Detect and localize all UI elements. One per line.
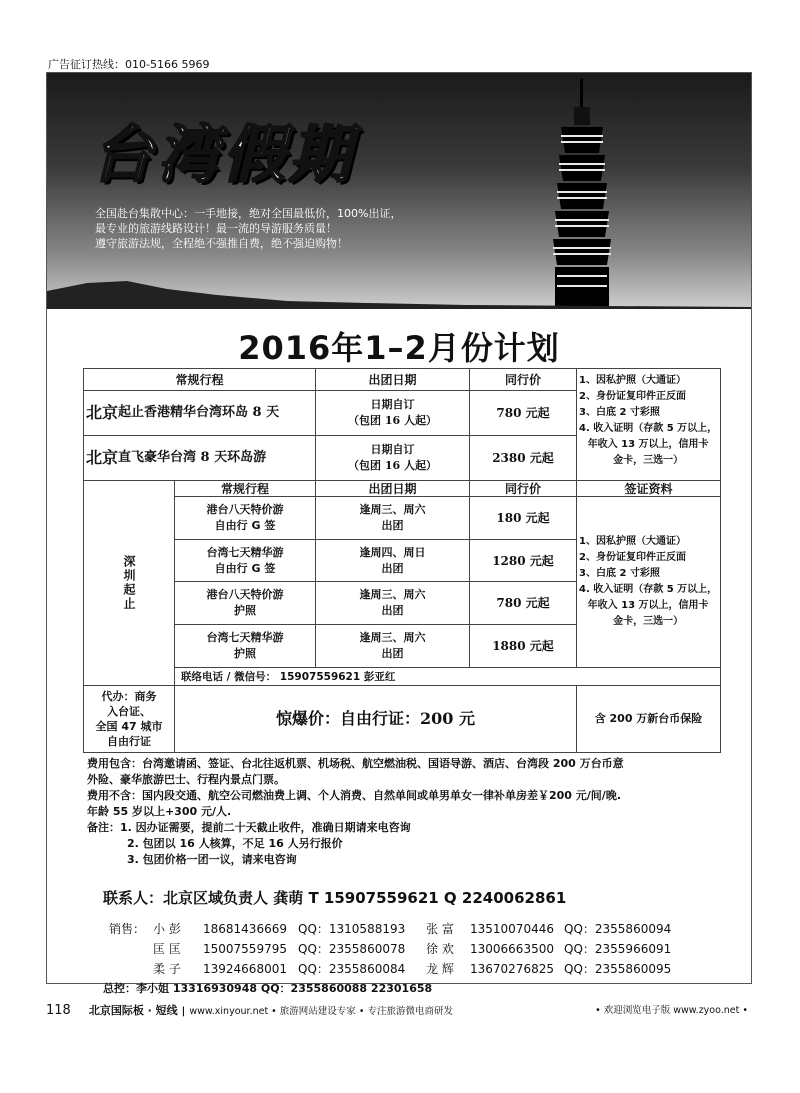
agency-line: 入台证、 [107,705,151,718]
sz-date-1 [315,496,470,540]
bj-visa-notes [576,368,721,481]
fee-line: 费用不含：国内段交通、航空公司燃油费上调、个人消费、自然单间或单男单女一律补单房差￥200 元/间/晚. [87,789,622,802]
note-line: 年收入 13 万以上，信用卡 [587,600,709,611]
sales-name: 龙 辉 [426,962,454,976]
date-line: （包团 16 人起） [348,459,437,472]
sales-phone: 13006663500 [470,942,554,956]
fee-details [87,756,727,868]
date-line: 出团 [381,519,404,532]
sz-origin-label [83,480,175,686]
sales-name: 匡 匡 [153,942,181,956]
note-line: 年收入 13 万以上，信用卡 [587,439,709,450]
sz-visa-notes [576,496,721,668]
sales-qq: QQ：2355966091 [564,942,672,956]
sales-manager: 总控：李小姐 13316930948 QQ：2355860088 22301658 [103,982,433,995]
agency-price: 惊爆价：自由行证：200 元 [174,685,577,753]
bj-price-1: 780 元起 [469,390,577,436]
footer-right: • 欢迎浏览电子版 www.zyoo.net • [595,1005,748,1016]
city-label: 北京 [86,448,119,467]
bj-route-2 [83,435,316,481]
bj-header-price: 同行价 [469,368,577,391]
note-line: 4. 收入证明（存款 5 万以上， [579,584,718,595]
agency-line: 全国 47 城市 [95,720,163,733]
sz-header-price: 同行价 [469,480,577,497]
sales-row [109,939,671,959]
sz-price-2: 1280 元起 [469,539,577,582]
sz-route-1 [174,496,316,540]
banner [47,73,751,309]
bj-route-1 [83,390,316,436]
fee-line: 2. 包团以 16 人核算，不足 16 人另行报价 [127,837,343,850]
sales-phone: 13510070446 [470,922,554,936]
sz-date-2 [315,539,470,582]
note-line: 1、因私护照（大通证） [579,375,686,386]
banner-title: 台湾假期 [91,118,356,191]
bj-price-2: 2380 元起 [469,435,577,481]
fee-line: 备注：1. 因办证需要，提前二十天截止收件，准确日期请来电咨询 [87,821,411,834]
fee-line: 费用包含：台湾邀请函、签证、台北往返机票、机场税、航空燃油税、国语导游、酒店、台湾段 200 万台币意 [87,757,624,770]
bj-date-2 [315,435,470,481]
agency-line: 代办：商务 [101,690,157,703]
plan-title: 2016年1–2月份计划 [238,329,560,367]
sz-route-2 [174,539,316,582]
banner-subtitle [95,206,401,251]
fee-line: 外险、豪华旅游巴士、行程内景点门票。 [87,773,285,786]
date-line: 出团 [381,604,404,617]
bj-header-date: 出团日期 [315,368,470,391]
sales-name: 徐 欢 [426,942,454,956]
footer-site: www.xinyour.net • 旅游网站建设专家 • 专注旅游微电商研发 [189,1006,453,1017]
contact-person: 联系人：北京区域负责人 龚萌 T 15907559621 Q 2240062861 [103,889,567,907]
sz-contact-line: 联络电话 / 微信号： 15907559621 彭亚红 [174,667,721,686]
sz-date-3 [315,581,470,625]
sz-price-4: 1880 元起 [469,624,577,668]
sz-header-route: 常规行程 [174,480,316,497]
agency-label [83,685,175,753]
date-line: 出团 [381,561,404,575]
banner-sub-line: 最专业的旅游线路设计！最一流的导游服务质量！ [95,222,337,235]
bj-date-1 [315,390,470,436]
sales-name: 张 富 [426,922,454,936]
sales-qq: QQ：2355860094 [564,922,672,936]
sales-qq: QQ：2355860095 [564,962,672,976]
banner-sub-line: 遵守旅游法规，全程绝不强推自费，绝不强迫购物！ [95,237,348,250]
sales-qq: QQ：1310588193 [298,922,406,936]
bj-header-route: 常规行程 [83,368,316,391]
note-line: 4. 收入证明（存款 5 万以上， [579,423,718,434]
sales-name: 小 彭 [153,922,181,936]
route-line: 自由行 G 签 [214,519,276,532]
route-line: 护照 [234,647,256,660]
fee-line: 3. 包团价格一团一议，请来电咨询 [127,853,297,866]
sales-row [109,919,671,939]
ad-frame [46,72,752,995]
sz-route-3 [174,581,316,625]
city-label: 北京 [86,403,119,422]
sales-label: 销售： [109,922,146,936]
date-line: （包团 16 人起） [348,414,437,427]
sz-price-3: 780 元起 [469,581,577,625]
agency-line: 自由行证 [107,735,151,748]
mountain-silhouette [47,269,751,309]
route-line: 港台八天特价游 [206,588,284,601]
sales-list [103,919,672,999]
note-line: 2、身份证复印件正反面 [579,391,686,402]
route-line: 自由行 G 签 [214,561,276,575]
date-line: 日期自订 [370,398,415,411]
sales-row [109,959,671,979]
date-line: 逢周三、周六 [359,631,426,644]
ad-hotline: 广告征订热线：010-5166 5969 [48,58,210,71]
sales-qq: QQ：2355860078 [298,942,406,956]
sales-qq: QQ：2355860084 [298,962,406,976]
sz-price-1: 180 元起 [469,496,577,540]
sales-phone: 13670276825 [470,962,554,976]
page-number: 118 [46,1003,71,1018]
route-line: 台湾七天精华游 [206,631,284,644]
date-line: 逢周四、周日 [359,545,426,559]
route-label: 直飞豪华台湾 8 天环岛游 [118,450,267,465]
route-line: 台湾七天精华游 [206,545,284,559]
fee-line: 年龄 55 岁以上+300 元/人. [87,805,232,818]
sz-header-date: 出团日期 [315,480,470,497]
banner-sub-line: 全国赴台集散中心：一手地接，绝对全国最低价，100%出证， [95,207,402,220]
date-line: 逢周三、周六 [359,503,426,516]
note-line: 金卡，三选一） [613,455,684,466]
route-label: 起止香港精华台湾环岛 8 天 [118,405,280,420]
note-line: 1、因私护照（大通证） [579,536,686,547]
sales-name: 柔 子 [153,962,181,976]
sz-date-4 [315,624,470,668]
route-line: 港台八天特价游 [206,503,284,516]
sales-phone: 15007559795 [203,942,287,956]
sz-header-visa: 签证资料 [576,480,721,497]
date-line: 逢周三、周六 [359,588,426,601]
route-line: 护照 [234,604,256,617]
sz-route-4 [174,624,316,668]
sales-phone: 18681436669 [203,922,287,936]
note-line: 金卡，三选一） [613,616,684,627]
sz-origin-text: 深圳起止 [122,555,136,611]
sales-phone: 13924668001 [203,962,287,976]
section-name: 北京国际板 · 短线 [88,1004,178,1017]
note-line: 2、身份证复印件正反面 [579,552,686,563]
date-line: 日期自订 [370,443,415,456]
page-footer: 118 北京国际板 · 短线 | www.xinyour.net • 旅游网站建设专家 • 专注旅游微电商研发 • 欢迎浏览电子版 www.zyoo.net • [46,1003,748,1018]
note-line: 3、白底 2 寸彩照 [579,568,660,579]
agency-insurance: 含 200 万新台币保险 [576,685,721,753]
date-line: 出团 [381,647,404,660]
note-line: 3、白底 2 寸彩照 [579,407,660,418]
